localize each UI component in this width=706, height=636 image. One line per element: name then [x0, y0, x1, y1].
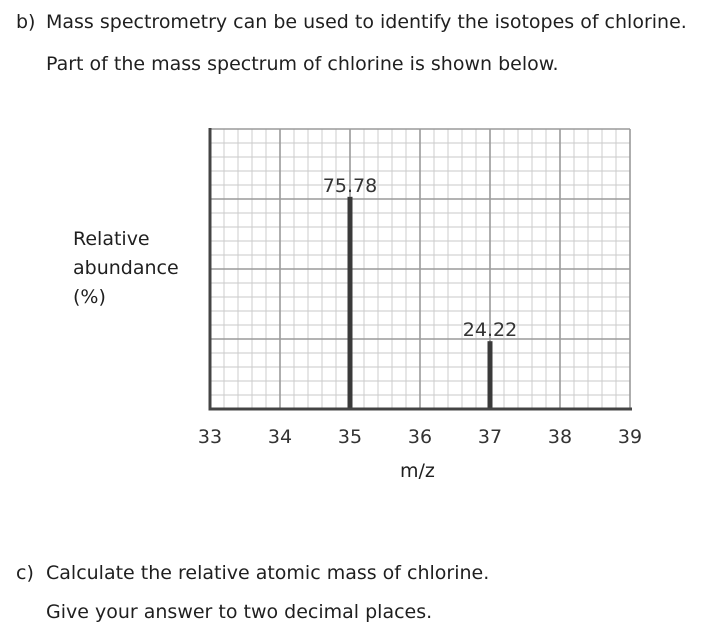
y-axis-label-line1: Relative [73, 228, 150, 250]
x-tick-label-36: 36 [407, 426, 433, 448]
data-label-mz-37: 24.22 [462, 319, 518, 342]
question-b-letter: b) [16, 11, 36, 33]
question-c-line2: Give your answer to two decimal places. [46, 601, 433, 623]
bar-mz-37 [488, 341, 493, 409]
x-tick-label-33: 33 [197, 426, 223, 448]
question-b-line2: Part of the mass spectrum of chlorine is shown below. [46, 53, 559, 75]
x-tick-label-35: 35 [337, 426, 363, 448]
x-tick-label-39: 39 [617, 426, 643, 448]
x-axis-label: m/z [400, 460, 435, 482]
data-label-mz-35: 75.78 [322, 174, 378, 197]
question-c-letter: c) [16, 562, 34, 584]
question-b-text: Mass spectrometry can be used to identify the isotopes of chlorine. [46, 11, 687, 33]
y-axis-label-line3: (%) [73, 286, 106, 308]
x-tick-label-34: 34 [267, 426, 293, 448]
x-tick-label-38: 38 [547, 426, 573, 448]
bar-mz-35 [348, 197, 353, 409]
question-c-text: Calculate the relative atomic mass of chlorine. [46, 562, 490, 584]
y-axis-label-line2: abundance [73, 257, 179, 279]
x-tick-labels-group [198, 426, 642, 448]
x-tick-label-37: 37 [477, 426, 503, 448]
question-c-line1 [16, 562, 489, 584]
